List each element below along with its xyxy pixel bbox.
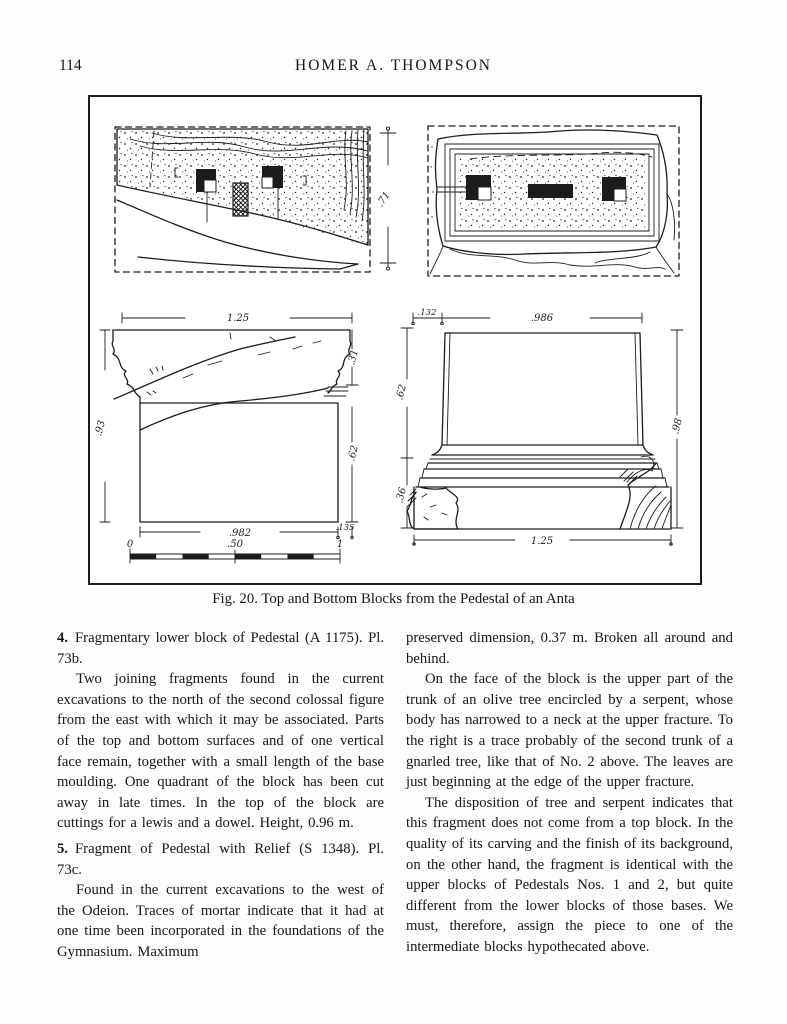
dimension-label: .98: [670, 417, 685, 436]
entry-title: Fragmentary lower block of Pedestal (A 1175). Pl. 73b.: [57, 630, 384, 667]
catalog-entry-4-heading: [57, 628, 384, 669]
plan-thickness-dimension: [375, 127, 396, 270]
dimension-label: .982: [228, 528, 252, 539]
scale-label: .50: [227, 539, 243, 550]
bottom-block-elevation-drawing: [394, 308, 685, 547]
scale-label: 1: [336, 539, 344, 550]
bottom-block-plan-drawing: [428, 126, 679, 276]
paragraph: Found in the current excavations to the west of the Odeion. Traces of mortar indicate that it had at one time been incorporated in the foundations of the Gymnasium. Maximum: [57, 882, 384, 960]
entry-title: Fragment of Pedestal with Relief (S 1348). Pl. 73c.: [57, 840, 384, 878]
entry-number: 4.: [57, 630, 69, 646]
paragraph: On the face of the block is the upper part of the trunk of an olive tree encircled by a serpent, whose body has narrowed to a neck at the upper fracture. To the right is a trace probably of the second trunk of a gnarled tree, like that of No. 2 above. The leaves are just beginning at the edge of the upper fracture.: [406, 671, 733, 791]
running-head: HOMER A. THOMPSON: [295, 57, 492, 74]
dimension-label: .62: [346, 444, 361, 463]
dimension-label: .62: [394, 383, 409, 402]
figure-drawing: [90, 97, 700, 583]
dimension-label: .36: [394, 486, 409, 505]
right-column: [406, 628, 733, 963]
top-block-plan-drawing: [115, 127, 370, 272]
paragraph: preserved dimension, 0.37 m. Broken all around and behind.: [406, 630, 733, 667]
figure-caption: Fig. 20. Top and Bottom Blocks from the Pedestal of an Anta: [212, 591, 575, 607]
left-column: [57, 628, 384, 963]
entry-number: 5.: [57, 840, 69, 857]
dimension-label: 1.25: [530, 536, 554, 547]
dimension-label: .986: [530, 313, 554, 324]
paragraph: Two joining fragments found in the current excavations to the north of the second colossal figure from the east with which it may be associated. Parts of the top and bottom surfaces and of one vertical face remain, together with a small length of the base moulding. One quadrant of the block has been cut away in late times. In the top of the block are cuttings for a lewis and a dowel. Height, 0.96 m.: [57, 671, 384, 832]
dimension-label: .93: [93, 419, 108, 438]
lewis-hole: [233, 183, 248, 216]
dimension-label: .132: [417, 308, 437, 318]
dimension-label: .31: [346, 348, 361, 367]
top-block-elevation-drawing: [93, 313, 361, 539]
scale-label: 0: [126, 539, 134, 550]
page-number: 114: [59, 57, 82, 74]
paragraph: The disposition of tree and serpent indicates that this fragment does not come from a top block. In the quality of its carving and the finish of its background, on the other hand, the fragment is identical with the upper blocks of Pedestals Nos. 1 and 2, but quite different from the lower blocks of those bases. We must, therefore, assign the piece to one of the intermediate blocks hypothecated above.: [406, 794, 733, 955]
catalog-entry-5-heading: [57, 839, 384, 880]
dimension-label: 1.25: [226, 313, 250, 324]
dimension-label: .71: [374, 189, 394, 210]
dimension-label: .135: [335, 523, 355, 533]
figure-frame: [88, 95, 702, 585]
lewis-slot: [528, 184, 573, 198]
scale-bar: [127, 539, 343, 563]
text-columns: [57, 628, 734, 963]
